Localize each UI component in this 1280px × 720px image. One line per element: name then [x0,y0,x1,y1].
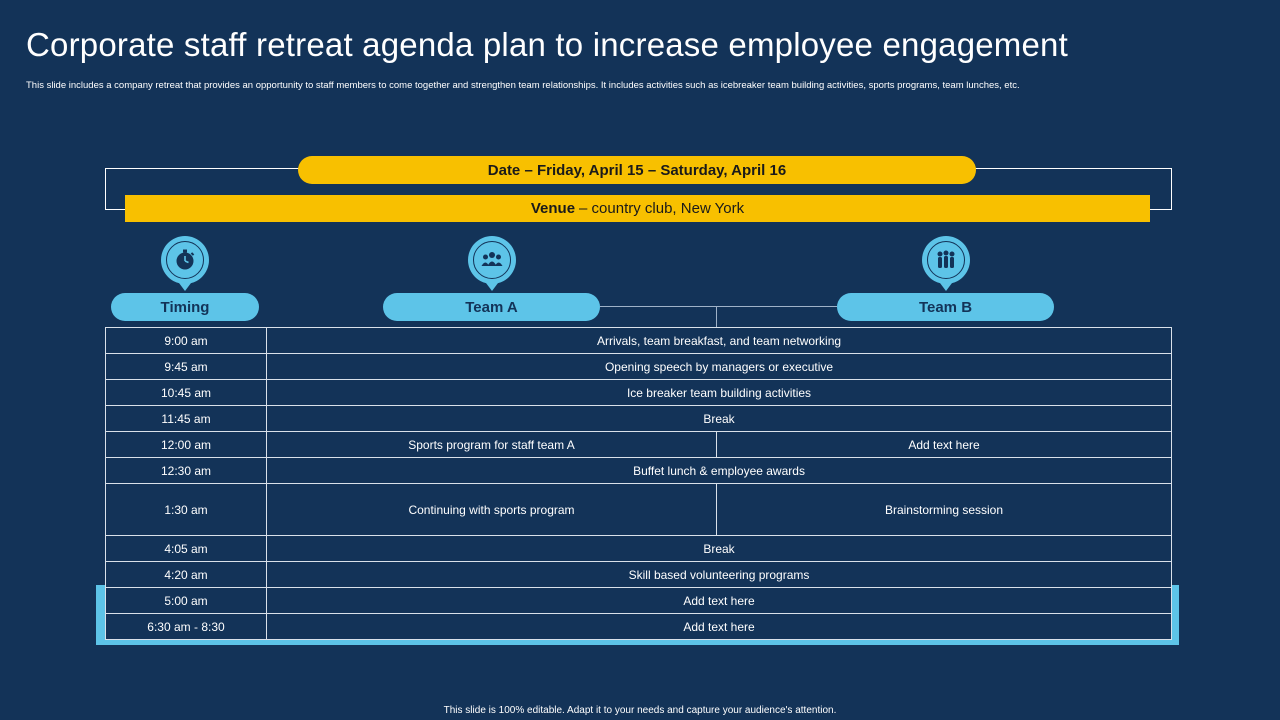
activity-cell: Skill based volunteering programs [267,562,1172,588]
activity-cell: Buffet lunch & employee awards [267,458,1172,484]
timing-header [111,293,259,321]
time-cell: 6:30 am - 8:30 [106,614,267,640]
time-cell: 9:45 am [106,354,267,380]
team-b-pin [922,236,970,284]
table-row [106,406,1172,432]
time-cell: 10:45 am [106,380,267,406]
team-a-header-label: Team A [465,298,518,316]
activity-cell: Arrivals, team breakfast, and team networking [267,328,1172,354]
time-cell: 11:45 am [106,406,267,432]
table-row [106,536,1172,562]
time-cell: 4:20 am [106,562,267,588]
table-row [106,354,1172,380]
activity-cell: Add text here [267,588,1172,614]
activity-cell: Add text here [267,614,1172,640]
team-b-header [837,293,1054,321]
timing-pin [161,236,209,284]
timing-header-label: Timing [160,298,210,316]
date-banner [298,156,976,184]
connector-vertical [716,306,717,327]
time-cell: 4:05 am [106,536,267,562]
time-cell: 12:00 am [106,432,267,458]
team-group-icon [479,247,505,273]
team-b-cell: Add text here [717,432,1172,458]
team-b-cell: Brainstorming session [717,484,1172,536]
activity-cell: Break [267,536,1172,562]
table-row [106,380,1172,406]
table-row [106,614,1172,640]
team-b-header-label: Team B [918,298,973,316]
team-a-cell: Continuing with sports program [267,484,717,536]
activity-cell: Opening speech by managers or executive [267,354,1172,380]
team-a-cell: Sports program for staff team A [267,432,717,458]
connector-horizontal [600,306,837,307]
table-row [106,458,1172,484]
agenda-table [105,327,1172,640]
page-title: Corporate staff retreat agenda plan to increase employee engagement [26,26,1068,63]
venue-text: – country club, New York [579,200,745,217]
venue-label: Venue [530,200,576,217]
time-cell: 1:30 am [106,484,267,536]
time-cell: 9:00 am [106,328,267,354]
date-text: Date – Friday, April 15 – Saturday, April 16 [487,161,787,179]
table-row [106,588,1172,614]
team-a-header [383,293,600,321]
team-a-pin [468,236,516,284]
page-subtitle: This slide includes a company retreat that provides an opportunity to staff members to come together and strengthen team relationships. It includes activities such as icebreaker team building activities, sports programs, team lunches, etc. [26,80,1020,91]
table-row [106,562,1172,588]
activity-cell: Break [267,406,1172,432]
table-row [106,328,1172,354]
table-row [106,432,1172,458]
table-row [106,484,1172,536]
time-cell: 5:00 am [106,588,267,614]
activity-cell: Ice breaker team building activities [267,380,1172,406]
venue-banner [125,195,1150,222]
time-cell: 12:30 am [106,458,267,484]
team-people-icon [933,247,959,273]
stopwatch-icon [172,247,198,273]
footer-note: This slide is 100% editable. Adapt it to your needs and capture your audience's attention. [443,705,837,716]
